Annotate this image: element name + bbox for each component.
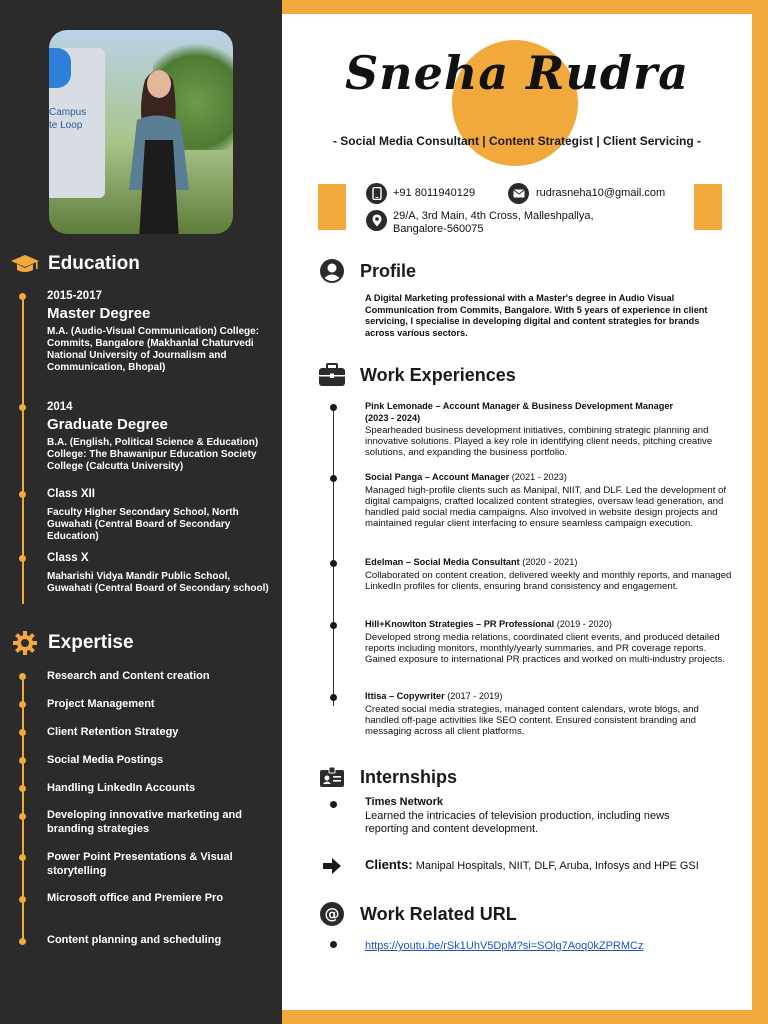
expertise-item: Research and Content creation — [47, 670, 210, 682]
job-entry: Pink Lemonade – Account Manager & Business Development Manager (2023 - 2024) Spearheaded business development initiatives, combining strategic planning and innovative solutions. Played a key role in identifying client needs, pitching creative solutions, and expanding the business portfolio. — [365, 401, 713, 459]
tagline: - Social Media Consultant | Content Strategist | Client Servicing - — [332, 134, 702, 148]
profile-summary: A Digital Marketing professional with a Master's degree in Audio Visual Communication from Commits, Bangalore. With 5 years of experience in client servicing, I specialise in developing digital and content strategies for brands across various sectors. — [365, 293, 708, 338]
education-item: 2014 Graduate Degree B.A. (English, Political Science & Education) College: The Bhawanipur Education Society College (Calcutta University) — [47, 401, 259, 472]
email-icon — [508, 183, 529, 204]
url-heading: @ Work Related URL — [318, 901, 517, 927]
internship-entry: Times Network Learned the intricacies of television production, including news reporting and content development. — [365, 796, 670, 835]
job-entry: Social Panga – Account Manager (2021 - 2023) Managed high-profile clients such as Manipal, NIIT, and DLF. Led the development of digital campaigns, crafted localized content strategies, oversaw lead generation, and handled paid social media campaigns. Also involved in website design projects and maintained regular client interfacing to ensure seamless campaign execution. — [365, 472, 727, 530]
phone-icon — [366, 183, 387, 204]
gear-icon — [10, 630, 40, 656]
sidebar — [0, 0, 282, 1024]
expertise-item: Developing innovative marketing and branding strategies — [47, 809, 242, 835]
expertise-item: Microsoft office and Premiere Pro — [47, 892, 224, 904]
profile-photo: Campus te Loop — [49, 30, 233, 234]
education-title: Education — [48, 253, 140, 274]
expertise-item: Power Point Presentations & Visual storytelling — [47, 851, 233, 877]
at-sign-icon — [318, 901, 346, 927]
expertise-timeline — [22, 676, 24, 944]
location-pin-icon — [366, 210, 387, 231]
expertise-item: Project Management — [47, 698, 155, 710]
education-item: Class X Maharishi Vidya Mandir Public School, Guwahati (Central Board of Secondary school) — [47, 552, 269, 594]
email-address: rudrasneha10@gmail.com — [536, 187, 666, 199]
job-entry: Ittisa – Copywriter (2017 - 2019) Created social media strategies, managed content calendars, wrote blogs, and handled off-page activities like SEO content. Ensured consistent branding and messaging across all client platforms. — [365, 691, 699, 737]
education-item: 2015-2017 Master Degree M.A. (Audio-Visual Communication) College: Commits, Bangalore (Makhanlal Chaturvedi National University of Journalism and Communication, Bhopal) — [47, 290, 260, 373]
profile-heading: Profile — [318, 258, 416, 284]
graduation-cap-icon — [10, 251, 40, 277]
accent-bar-left — [318, 184, 346, 230]
arrow-right-icon — [322, 857, 342, 880]
job-entry: Hill+Knowlton Strategies – PR Professional (2019 - 2020) Developed strong media relations, coordinated client events, and produced detailed reports including monitors, monthly/yearly summaries, and PR coverage reports. Gained exposure to international PR practices and worked on multi-industry projects. — [365, 619, 725, 665]
expertise-item: Social Media Postings — [47, 754, 164, 766]
job-entry: Edelman – Social Media Consultant (2020 - 2021) Collaborated on content creation, delivered weekly and monthly reports, and managed LinkedIn profiles for clients, ensuring brand consistency and engagement. — [365, 557, 732, 592]
person-name: Sneha Rudra — [344, 46, 690, 100]
main-panel — [282, 14, 752, 1010]
briefcase-icon — [318, 362, 346, 388]
id-card-icon — [318, 764, 346, 790]
expertise-item: Client Retention Strategy — [47, 726, 179, 738]
clients-line: Clients: Manipal Hospitals, NIIT, DLF, Aruba, Infosys and HPE GSI — [365, 857, 699, 872]
address: 29/A, 3rd Main, 4th Cross, Malleshpallya, Bangalore-560075 — [393, 210, 594, 235]
svg-text:@: @ — [324, 905, 340, 923]
expertise-title: Expertise — [48, 632, 134, 653]
accent-bar-right — [694, 184, 722, 230]
expertise-item: Handling LinkedIn Accounts — [47, 782, 196, 794]
work-timeline — [333, 404, 334, 706]
phone-number: +91 8011940129 — [393, 187, 476, 199]
education-heading — [10, 251, 140, 277]
expertise-heading — [10, 630, 134, 656]
user-icon — [318, 258, 346, 284]
education-item: Class XII Faculty Higher Secondary School, North Guwahati (Central Board of Secondary Education) — [47, 488, 239, 542]
internships-heading: Internships — [318, 764, 457, 790]
work-heading: Work Experiences — [318, 362, 516, 388]
apple-logo-icon — [49, 48, 71, 88]
expertise-item: Content planning and scheduling — [47, 934, 222, 946]
work-url-link[interactable]: https://youtu.be/rSk1UhV5DpM?si=SOlg7Aoq0kZPRMCz — [365, 940, 644, 952]
